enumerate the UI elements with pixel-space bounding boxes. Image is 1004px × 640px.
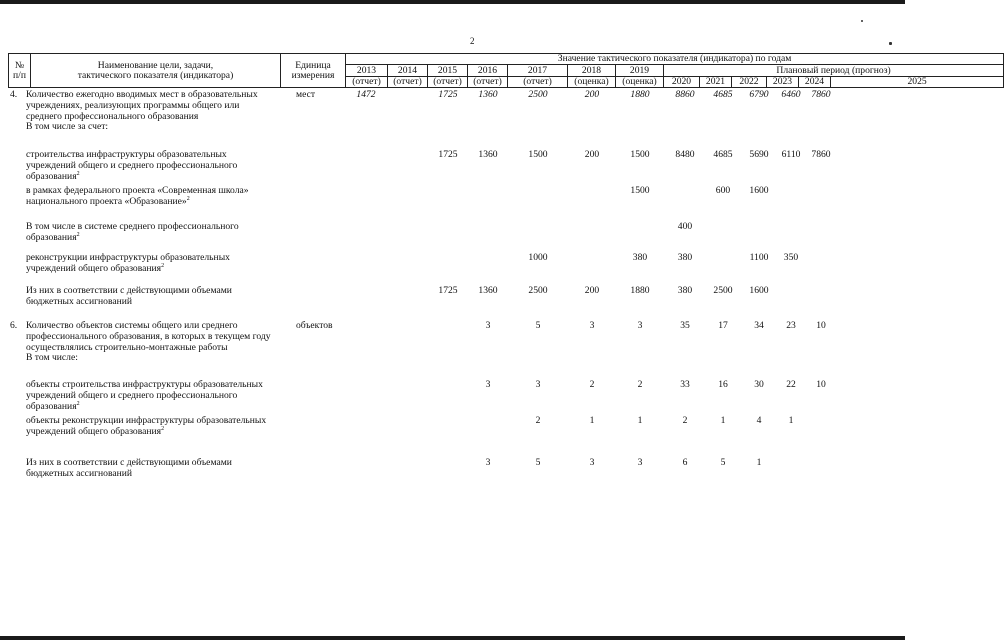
- header-year-kind: (отчет): [428, 77, 468, 88]
- value-cell: 2500: [528, 285, 548, 296]
- row-description: в рамках федерального проекта «Современная школа» национального проекта «Образование»$^2$: [26, 185, 249, 207]
- scan-edge-top: [0, 0, 905, 4]
- value-cell: 8860: [675, 89, 695, 100]
- header-plan-title: Плановый период (прогноз): [664, 65, 1004, 77]
- value-cell: 200: [584, 89, 600, 100]
- value-cell: 35: [680, 320, 690, 331]
- header-plan-year: 2021: [700, 77, 732, 88]
- value-cell: 200: [584, 149, 600, 160]
- header-year: 2016: [468, 65, 508, 77]
- value-cell: 30: [754, 379, 764, 390]
- header-year-kind: (отчет): [388, 77, 428, 88]
- row-description: объекты реконструкции инфраструктуры образовательных учреждений общего образования$^2$: [26, 415, 267, 437]
- value-cell: 5: [535, 320, 541, 331]
- value-cell: 1360: [478, 285, 498, 296]
- header-name: Наименование цели, задачи, тактического показателя (индикатора): [31, 54, 281, 88]
- value-cell: 1500: [630, 149, 650, 160]
- row-description: реконструкции инфраструктуры образовательных учреждений общего образования$^2$: [26, 252, 230, 274]
- row-description: Из них в соответствии с действующими объемами бюджетных ассигнований: [26, 285, 232, 307]
- footnote-ref: 2: [76, 400, 80, 407]
- value-cell: 1600: [749, 185, 769, 196]
- value-cell: 3: [535, 379, 541, 390]
- value-cell: 1725: [438, 89, 458, 100]
- row-description: строительства инфраструктуры образовательных учреждений общего и среднего профессионального образования$^2$: [26, 149, 238, 182]
- value-cell: 350: [783, 252, 799, 263]
- footnote-ref: 2: [161, 262, 165, 269]
- value-cell: 4685: [713, 89, 733, 100]
- value-cell: 5: [535, 457, 541, 468]
- value-cell: 3: [485, 320, 491, 331]
- value-cell: 7860: [811, 149, 831, 160]
- value-cell: 4: [756, 415, 762, 426]
- value-cell: 1: [589, 415, 595, 426]
- header-year: 2015: [428, 65, 468, 77]
- row-description: В том числе в системе среднего профессионального образования$^2$: [26, 221, 239, 243]
- value-cell: 1725: [438, 285, 458, 296]
- value-cell: 3: [589, 320, 595, 331]
- value-cell: 1: [720, 415, 726, 426]
- scan-speck: [861, 20, 863, 22]
- header-unit: Единица измерения: [281, 54, 346, 88]
- header-year: 2019: [616, 65, 664, 77]
- value-cell: 34: [754, 320, 764, 331]
- value-cell: 3: [637, 457, 643, 468]
- footnote-ref: 2: [186, 195, 190, 202]
- row-unit: мест: [296, 89, 316, 100]
- value-cell: 1472: [356, 89, 376, 100]
- value-cell: 1600: [749, 285, 769, 296]
- value-cell: 10: [816, 320, 826, 331]
- value-cell: 3: [485, 379, 491, 390]
- value-cell: 5690: [749, 149, 769, 160]
- footnote-ref: 2: [161, 425, 165, 432]
- value-cell: 6110: [781, 149, 801, 160]
- header-year-kind: (оценка): [568, 77, 616, 88]
- value-cell: 1880: [630, 89, 650, 100]
- value-cell: 380: [632, 252, 648, 263]
- value-cell: 6460: [781, 89, 801, 100]
- header-plan-year: 2020: [664, 77, 700, 88]
- header-plan-year: 2022: [732, 77, 767, 88]
- value-cell: 1500: [630, 185, 650, 196]
- footnote-ref: 2: [76, 170, 80, 177]
- header-year: 2013: [346, 65, 388, 77]
- row-description: Количество объектов системы общего или среднего профессионального образования, в которых в текущем году осуществлялись строительно-монтажные работы В том числе:: [26, 320, 271, 364]
- value-cell: 3: [485, 457, 491, 468]
- header-plan-year: 2025: [831, 77, 1004, 88]
- value-cell: 400: [677, 221, 693, 232]
- value-cell: 600: [715, 185, 731, 196]
- value-cell: 33: [680, 379, 690, 390]
- value-cell: 380: [677, 285, 693, 296]
- header-plan-year: 2024: [799, 77, 831, 88]
- value-cell: 2500: [713, 285, 733, 296]
- scan-edge-bottom: [0, 636, 905, 640]
- value-cell: 23: [786, 320, 796, 331]
- row-number: 4.: [10, 89, 18, 100]
- row-number: 6.: [10, 320, 18, 331]
- header-year: 2018: [568, 65, 616, 77]
- page-number: 2: [470, 36, 475, 46]
- header-values-title: Значение тактического показателя (индикатора) по годам: [346, 54, 1004, 65]
- value-cell: 4685: [713, 149, 733, 160]
- value-cell: 3: [589, 457, 595, 468]
- value-cell: 2: [682, 415, 688, 426]
- row-unit: объектов: [296, 320, 333, 331]
- footnote-ref: 2: [76, 231, 80, 238]
- row-description: Из них в соответствии с действующими объемами бюджетных ассигнований: [26, 457, 232, 479]
- value-cell: 380: [677, 252, 693, 263]
- value-cell: 1725: [438, 149, 458, 160]
- value-cell: 1: [756, 457, 762, 468]
- header-year-kind: (оценка): [616, 77, 664, 88]
- value-cell: 2: [535, 415, 541, 426]
- value-cell: 1: [788, 415, 794, 426]
- value-cell: 6: [682, 457, 688, 468]
- header-plan-year: 2023: [767, 77, 799, 88]
- header-number: № п/п: [9, 54, 31, 88]
- value-cell: 22: [786, 379, 796, 390]
- value-cell: 2: [637, 379, 643, 390]
- value-cell: 2500: [528, 89, 548, 100]
- value-cell: 1360: [478, 149, 498, 160]
- value-cell: 1100: [749, 252, 769, 263]
- table-body: [8, 88, 903, 528]
- header-year: 2014: [388, 65, 428, 77]
- header-year-kind: (отчет): [508, 77, 568, 88]
- value-cell: 10: [816, 379, 826, 390]
- value-cell: 1000: [528, 252, 548, 263]
- scan-speck: [889, 42, 892, 45]
- value-cell: 200: [584, 285, 600, 296]
- header-year-kind: (отчет): [346, 77, 388, 88]
- value-cell: 1500: [528, 149, 548, 160]
- table-header: [8, 53, 1004, 88]
- row-description: объекты строительства инфраструктуры образовательных учреждений общего и среднего профессионального образования$^2$: [26, 379, 263, 412]
- header-year-kind: (отчет): [468, 77, 508, 88]
- value-cell: 2: [589, 379, 595, 390]
- value-cell: 3: [637, 320, 643, 331]
- value-cell: 6790: [749, 89, 769, 100]
- header-year: 2017: [508, 65, 568, 77]
- value-cell: 1: [637, 415, 643, 426]
- row-description: Количество ежегодно вводимых мест в образовательных учреждениях, реализующих программы общего или среднего профессионального образования В том числе за счет:: [26, 90, 271, 133]
- indicator-table: [8, 53, 927, 528]
- value-cell: 17: [718, 320, 728, 331]
- row-subheading: В том числе:: [26, 352, 78, 364]
- row-subheading: В том числе за счет:: [26, 121, 109, 133]
- value-cell: 7860: [811, 89, 831, 100]
- value-cell: 5: [720, 457, 726, 468]
- value-cell: 1360: [478, 89, 498, 100]
- value-cell: 16: [718, 379, 728, 390]
- value-cell: 8480: [675, 149, 695, 160]
- value-cell: 1880: [630, 285, 650, 296]
